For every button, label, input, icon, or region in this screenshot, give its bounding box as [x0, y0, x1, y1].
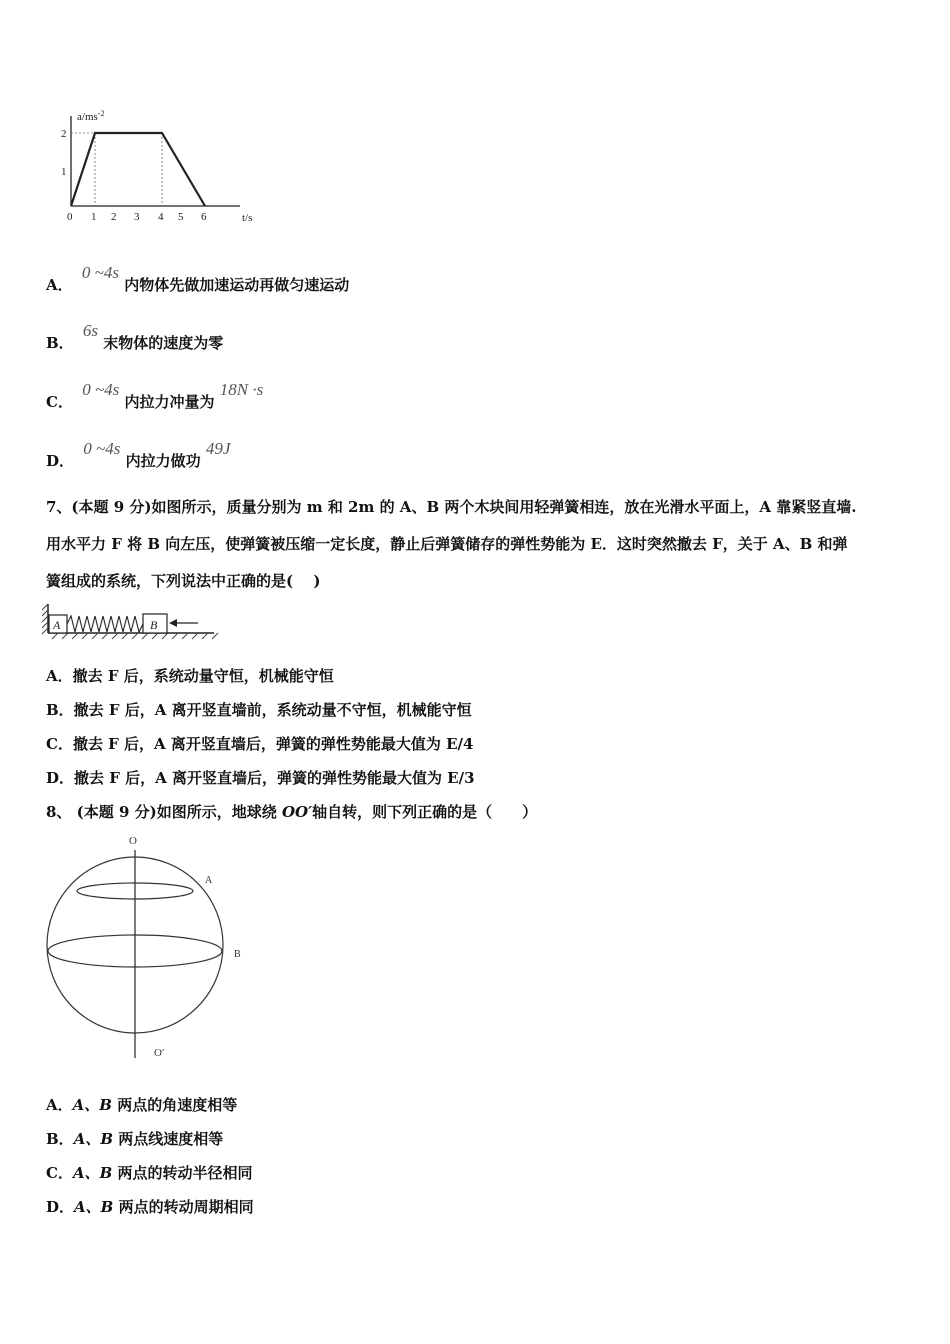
option-math: 0 ~4s — [82, 380, 120, 399]
x-axis-label: t/s — [242, 212, 253, 224]
x-tick-3: 3 — [134, 211, 140, 223]
floor-hatch — [52, 633, 218, 639]
option-text: 两点的转动周期相同 — [113, 1198, 254, 1216]
option-label: C． — [46, 1164, 73, 1182]
block-b-label: B — [150, 618, 158, 632]
q6-option-b — [46, 320, 224, 352]
x-tick-6: 6 — [201, 211, 207, 223]
q7-option-a: A．撤去 F 后，系统动量守恒，机械能守恒 — [46, 667, 334, 685]
option-text: 两点的角速度相等 — [111, 1096, 238, 1114]
q8-option-b — [46, 1128, 223, 1149]
q7-stem — [46, 489, 926, 600]
x-tick-0: 0 — [67, 211, 73, 223]
x-tick-5: 5 — [178, 211, 184, 223]
q6-option-a — [46, 262, 350, 294]
q8-axis: OO′ — [281, 803, 313, 821]
q7-line-1: 7、(本题 9 分)如图所示，质量分别为 m 和 2m 的 A、B 两个木块间用轻弹簧相连，放在光滑水平面上，A 靠紧竖直墙. — [46, 498, 857, 516]
option-text: 内拉力冲量为 — [124, 393, 215, 411]
option-math-2: 49J — [205, 439, 231, 458]
option-label: B． — [46, 334, 74, 352]
q7-line-2: 用水平力 F 将 B 向左压，使弹簧被压缩一定长度，静止后弹簧储存的弹性势能为 E．这时突然撤去 F，关于 A、B 和弹 — [46, 535, 848, 553]
option-label: D． — [46, 1198, 75, 1216]
acceleration-time-graph — [55, 108, 270, 226]
force-arrowhead — [169, 619, 177, 627]
option-text: 内物体先做加速运动再做匀速运动 — [124, 276, 350, 294]
y-tick-2: 2 — [61, 128, 67, 140]
option-points: A、B — [73, 1130, 114, 1148]
q7-line-3: 簧组成的系统，下列说法中正确的是( ) — [46, 572, 321, 590]
option-label: A． — [46, 1096, 73, 1114]
earth-rotation-figure — [40, 830, 260, 1065]
spring — [67, 616, 143, 632]
y-tick-1: 1 — [61, 166, 67, 178]
q8-suffix: 轴自转，则下列正确的是（ ） — [312, 803, 538, 821]
option-points: A、B — [74, 1198, 114, 1216]
option-math: 6s — [82, 321, 99, 340]
q8-option-a — [46, 1094, 237, 1115]
q8-option-c — [46, 1162, 253, 1183]
option-text: 内拉力做功 — [125, 452, 201, 470]
option-text: 末物体的速度为零 — [103, 334, 224, 352]
option-text: 两点的转动半径相同 — [112, 1164, 253, 1182]
q8-prefix: 8、 (本题 9 分)如图所示，地球绕 — [46, 803, 282, 821]
acceleration-curve — [71, 133, 205, 206]
q6-option-d — [46, 438, 231, 470]
y-axis-label: $a/ms^{-2}$ — [77, 109, 105, 123]
q7-option-b: B．撤去 F 后，A 离开竖直墙前，系统动量不守恒，机械能守恒 — [46, 701, 472, 719]
option-label: B． — [46, 1130, 74, 1148]
block-a-label: A — [53, 618, 61, 632]
q8-option-d — [46, 1196, 254, 1217]
q7-option-c: C．撤去 F 后，A 离开竖直墙后，弹簧的弹性势能最大值为 E/4 — [46, 735, 474, 753]
option-text: 两点线速度相等 — [113, 1130, 224, 1148]
wall-hatch — [42, 604, 48, 634]
spring-blocks-figure — [42, 602, 220, 642]
axis-top-label: O — [129, 835, 137, 847]
q7-option-d: D．撤去 F 后，A 离开竖直墙后，弹簧的弹性势能最大值为 E/3 — [46, 769, 475, 787]
x-tick-2: 2 — [111, 211, 117, 223]
option-math-2: 18N ·s — [219, 380, 264, 399]
option-math: 0 ~4s — [81, 263, 119, 282]
option-label: A． — [46, 276, 73, 294]
q8-stem — [46, 801, 537, 822]
x-tick-1: 1 — [91, 211, 97, 223]
axis-bottom-label: O′ — [154, 1047, 165, 1059]
option-points: A、B — [72, 1096, 112, 1114]
option-label: C． — [46, 393, 73, 411]
option-label: D． — [46, 452, 75, 470]
option-points: A、B — [72, 1164, 113, 1182]
point-b-label: B — [234, 949, 241, 960]
q6-option-c — [46, 379, 264, 411]
x-tick-4: 4 — [158, 211, 164, 223]
option-math: 0 ~4s — [83, 439, 121, 458]
point-a-label: A — [205, 875, 213, 886]
